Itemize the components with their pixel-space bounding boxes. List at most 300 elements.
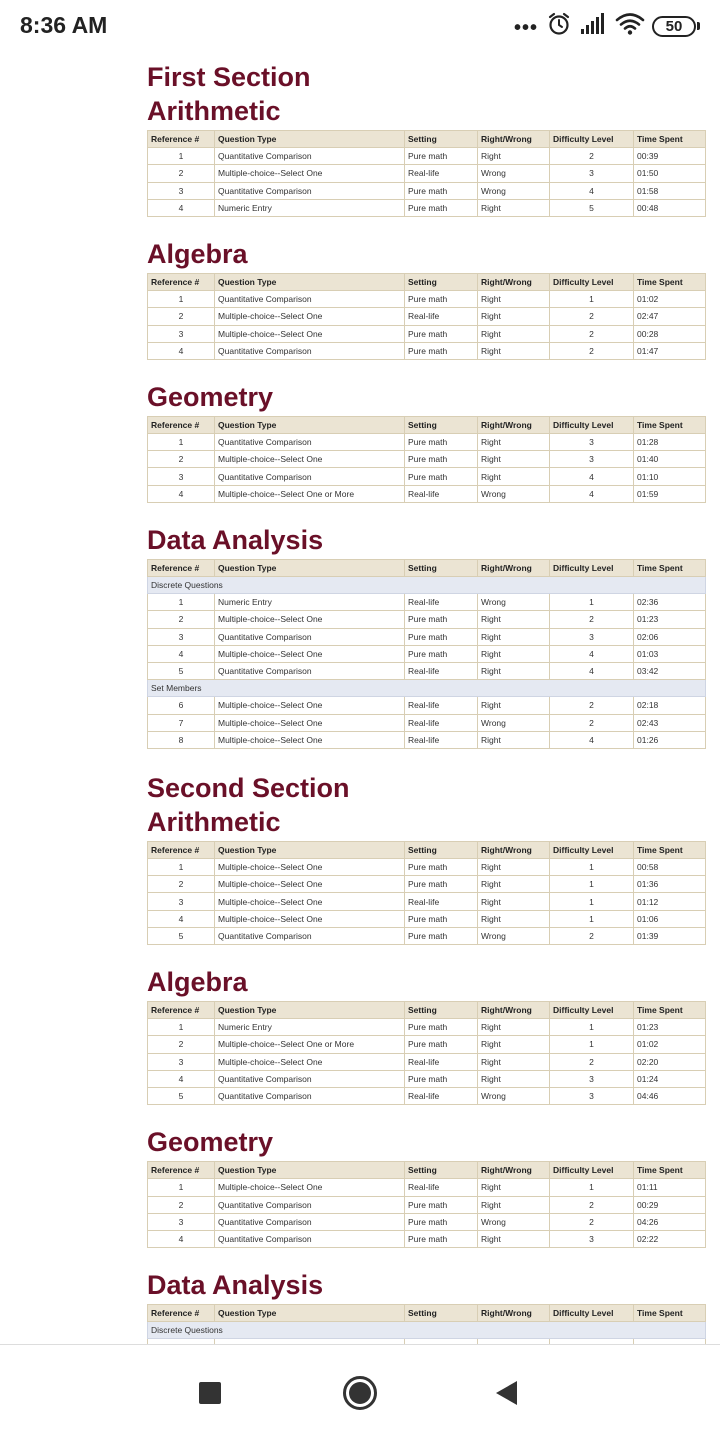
group-row xyxy=(148,1322,706,1339)
cell-ref: 3 xyxy=(148,628,215,645)
status-bar xyxy=(0,0,720,52)
cell-rw: Right xyxy=(478,1230,550,1247)
cell-type: Multiple-choice--Select One xyxy=(215,325,405,342)
battery-icon xyxy=(652,16,700,37)
cell-type: Multiple-choice--Select One xyxy=(215,611,405,628)
cell-diff: 3 xyxy=(550,1070,634,1087)
column-header: Setting xyxy=(405,131,478,148)
cell-ref: 3 xyxy=(148,325,215,342)
column-header: Reference # xyxy=(148,131,215,148)
column-header: Question Type xyxy=(215,559,405,576)
cell-type: Multiple-choice--Select One xyxy=(215,859,405,876)
cell-type: Quantitative Comparison xyxy=(215,662,405,679)
cell-time: 01:28 xyxy=(634,434,706,451)
cell-diff: 3 xyxy=(550,165,634,182)
table-row xyxy=(148,1053,706,1070)
column-header: Difficulty Level xyxy=(550,416,634,433)
cell-diff: 3 xyxy=(550,1230,634,1247)
table-header-row xyxy=(148,841,706,858)
cell-type: Multiple-choice--Select One xyxy=(215,1053,405,1070)
cell-time: 01:06 xyxy=(634,910,706,927)
cell-setting: Real-life xyxy=(405,731,478,748)
cell-rw: Right xyxy=(478,1196,550,1213)
cell-rw: Right xyxy=(478,731,550,748)
column-header: Right/Wrong xyxy=(478,1305,550,1322)
cell-ref: 4 xyxy=(148,1070,215,1087)
cell-type: Multiple-choice--Select One xyxy=(215,714,405,731)
cell-ref: 2 xyxy=(148,611,215,628)
cell-type: Multiple-choice--Select One xyxy=(215,1179,405,1196)
cell-type: Quantitative Comparison xyxy=(215,182,405,199)
cell-type: Quantitative Comparison xyxy=(215,628,405,645)
cell-diff: 1 xyxy=(550,859,634,876)
cell-ref: 8 xyxy=(148,731,215,748)
table-row xyxy=(148,1230,706,1247)
cell-setting: Pure math xyxy=(405,910,478,927)
cell-type: Multiple-choice--Select One xyxy=(215,697,405,714)
table-header-row xyxy=(148,559,706,576)
cell-setting: Real-life xyxy=(405,165,478,182)
cell-ref: 1 xyxy=(148,434,215,451)
table-row xyxy=(148,628,706,645)
table-row xyxy=(148,325,706,342)
cell-setting: Pure math xyxy=(405,148,478,165)
column-header: Question Type xyxy=(215,1002,405,1019)
cell-diff: 2 xyxy=(550,697,634,714)
cell-rw: Wrong xyxy=(478,485,550,502)
column-header: Time Spent xyxy=(634,841,706,858)
column-header: Reference # xyxy=(148,1305,215,1322)
column-header: Time Spent xyxy=(634,559,706,576)
results-table xyxy=(147,1161,706,1248)
cell-diff: 4 xyxy=(550,662,634,679)
cell-time: 00:48 xyxy=(634,199,706,216)
wifi-icon xyxy=(616,13,644,40)
results-table xyxy=(147,559,706,749)
cell-time: 01:59 xyxy=(634,485,706,502)
back-icon[interactable] xyxy=(486,1373,526,1413)
signal-icon xyxy=(580,13,608,40)
cell-rw: Right xyxy=(478,434,550,451)
section-title: Second Section xyxy=(147,772,350,803)
cell-rw: Right xyxy=(478,628,550,645)
column-header: Time Spent xyxy=(634,1002,706,1019)
cell-ref: 4 xyxy=(148,485,215,502)
column-header: Difficulty Level xyxy=(550,1305,634,1322)
table-row xyxy=(148,485,706,502)
cell-type: Quantitative Comparison xyxy=(215,434,405,451)
topic-title: Algebra xyxy=(147,967,248,997)
column-header: Reference # xyxy=(148,559,215,576)
cell-rw: Right xyxy=(478,291,550,308)
column-header: Setting xyxy=(405,1305,478,1322)
cell-time: 01:02 xyxy=(634,291,706,308)
cell-ref: 6 xyxy=(148,697,215,714)
cell-setting: Pure math xyxy=(405,1019,478,1036)
column-header: Difficulty Level xyxy=(550,273,634,290)
battery-level: 50 xyxy=(652,16,696,37)
column-header: Time Spent xyxy=(634,273,706,290)
topic-title: Geometry xyxy=(147,381,274,412)
cell-type: Numeric Entry xyxy=(215,199,405,216)
cell-rw: Right xyxy=(478,451,550,468)
cell-rw: Right xyxy=(478,325,550,342)
cell-ref: 5 xyxy=(148,662,215,679)
cell-rw: Right xyxy=(478,308,550,325)
cell-ref: 4 xyxy=(148,910,215,927)
cell-ref: 3 xyxy=(148,182,215,199)
cell-type: Quantitative Comparison xyxy=(215,1087,405,1104)
cell-diff: 2 xyxy=(550,1213,634,1230)
cell-type: Quantitative Comparison xyxy=(215,1070,405,1087)
cell-time: 01:36 xyxy=(634,876,706,893)
cell-diff: 2 xyxy=(550,308,634,325)
table-header-row xyxy=(148,131,706,148)
cell-time: 01:47 xyxy=(634,342,706,359)
table-header-row xyxy=(148,416,706,433)
topic-title: Data Analysis xyxy=(147,524,324,555)
table-row xyxy=(148,1019,706,1036)
table-row xyxy=(148,1196,706,1213)
cell-type: Multiple-choice--Select One or More xyxy=(215,485,405,502)
cell-setting: Pure math xyxy=(405,628,478,645)
cell-setting: Real-life xyxy=(405,1053,478,1070)
cell-diff: 3 xyxy=(550,1087,634,1104)
column-header: Reference # xyxy=(148,416,215,433)
cell-time: 02:18 xyxy=(634,697,706,714)
navigation-bar xyxy=(0,1344,720,1440)
column-header: Difficulty Level xyxy=(550,1162,634,1179)
column-header: Difficulty Level xyxy=(550,841,634,858)
cell-type: Multiple-choice--Select One xyxy=(215,451,405,468)
table-row xyxy=(148,714,706,731)
group-label: Discrete Questions xyxy=(148,1322,706,1339)
cell-time: 00:39 xyxy=(634,148,706,165)
column-header: Right/Wrong xyxy=(478,273,550,290)
cell-setting: Pure math xyxy=(405,1230,478,1247)
cell-ref: 1 xyxy=(148,859,215,876)
cell-setting: Pure math xyxy=(405,927,478,944)
column-header: Setting xyxy=(405,1002,478,1019)
column-header: Setting xyxy=(405,273,478,290)
topic-title: Data Analysis xyxy=(147,1270,324,1301)
cell-setting: Real-life xyxy=(405,1087,478,1104)
table-row xyxy=(148,451,706,468)
cell-ref: 2 xyxy=(148,1036,215,1053)
column-header: Right/Wrong xyxy=(478,131,550,148)
cell-ref: 4 xyxy=(148,645,215,662)
cell-rw: Right xyxy=(478,662,550,679)
table-row xyxy=(148,1179,706,1196)
cell-type: Quantitative Comparison xyxy=(215,1196,405,1213)
column-header: Time Spent xyxy=(634,416,706,433)
topic-title: Arithmetic xyxy=(147,806,281,837)
table-row xyxy=(148,697,706,714)
cell-setting: Pure math xyxy=(405,1036,478,1053)
cell-setting: Pure math xyxy=(405,199,478,216)
cell-setting: Pure math xyxy=(405,325,478,342)
cell-rw: Right xyxy=(478,1070,550,1087)
cell-ref: 2 xyxy=(148,876,215,893)
table-row xyxy=(148,645,706,662)
cell-diff: 1 xyxy=(550,594,634,611)
cell-rw: Right xyxy=(478,697,550,714)
cell-diff: 2 xyxy=(550,342,634,359)
table-header-row xyxy=(148,1162,706,1179)
cell-diff: 5 xyxy=(550,199,634,216)
cell-setting: Real-life xyxy=(405,697,478,714)
cell-time: 01:23 xyxy=(634,611,706,628)
table-row xyxy=(148,876,706,893)
cell-type: Multiple-choice--Select One xyxy=(215,893,405,910)
cell-time: 01:12 xyxy=(634,893,706,910)
results-table xyxy=(147,1001,706,1105)
cell-time: 04:46 xyxy=(634,1087,706,1104)
cell-diff: 4 xyxy=(550,485,634,502)
cell-diff: 4 xyxy=(550,645,634,662)
cell-type: Quantitative Comparison xyxy=(215,1230,405,1247)
cell-time: 03:42 xyxy=(634,662,706,679)
column-header: Question Type xyxy=(215,1305,405,1322)
column-header: Question Type xyxy=(215,273,405,290)
table-row xyxy=(148,291,706,308)
column-header: Setting xyxy=(405,841,478,858)
cell-time: 00:58 xyxy=(634,859,706,876)
cell-setting: Real-life xyxy=(405,1179,478,1196)
table-row xyxy=(148,182,706,199)
cell-ref: 4 xyxy=(148,199,215,216)
table-row xyxy=(148,308,706,325)
cell-time: 01:10 xyxy=(634,468,706,485)
cell-ref: 3 xyxy=(148,893,215,910)
cell-diff: 1 xyxy=(550,291,634,308)
table-row xyxy=(148,910,706,927)
column-header: Reference # xyxy=(148,1002,215,1019)
cell-time: 01:24 xyxy=(634,1070,706,1087)
cell-time: 01:39 xyxy=(634,927,706,944)
table-row xyxy=(148,1070,706,1087)
cell-ref: 2 xyxy=(148,308,215,325)
cell-setting: Pure math xyxy=(405,876,478,893)
cell-rw: Right xyxy=(478,645,550,662)
cell-diff: 1 xyxy=(550,1179,634,1196)
cell-setting: Real-life xyxy=(405,594,478,611)
cell-rw: Right xyxy=(478,611,550,628)
cell-ref: 7 xyxy=(148,714,215,731)
column-header: Question Type xyxy=(215,416,405,433)
cell-rw: Right xyxy=(478,148,550,165)
cell-ref: 2 xyxy=(148,451,215,468)
recent-apps-icon[interactable] xyxy=(190,1373,230,1413)
column-header: Reference # xyxy=(148,273,215,290)
cell-time: 01:58 xyxy=(634,182,706,199)
cell-rw: Right xyxy=(478,859,550,876)
cell-setting: Pure math xyxy=(405,645,478,662)
cell-time: 01:11 xyxy=(634,1179,706,1196)
cell-type: Multiple-choice--Select One xyxy=(215,910,405,927)
cell-type: Multiple-choice--Select One or More xyxy=(215,1036,405,1053)
column-header: Time Spent xyxy=(634,1305,706,1322)
cell-rw: Right xyxy=(478,910,550,927)
cell-time: 01:03 xyxy=(634,645,706,662)
column-header: Question Type xyxy=(215,841,405,858)
cell-ref: 3 xyxy=(148,1053,215,1070)
column-header: Right/Wrong xyxy=(478,416,550,433)
cell-type: Quantitative Comparison xyxy=(215,291,405,308)
cell-rw: Right xyxy=(478,893,550,910)
cell-rw: Wrong xyxy=(478,594,550,611)
cell-rw: Right xyxy=(478,1053,550,1070)
cell-diff: 1 xyxy=(550,893,634,910)
status-icons xyxy=(514,12,700,40)
column-header: Setting xyxy=(405,559,478,576)
cell-time: 01:40 xyxy=(634,451,706,468)
topic-title: Geometry xyxy=(147,1127,274,1158)
table-row xyxy=(148,342,706,359)
cell-rw: Right xyxy=(478,1036,550,1053)
report-content xyxy=(147,60,705,1344)
table-row xyxy=(148,893,706,910)
table-row xyxy=(148,199,706,216)
table-row xyxy=(148,165,706,182)
cell-ref: 1 xyxy=(148,1179,215,1196)
table-header-row xyxy=(148,1305,706,1322)
column-header: Right/Wrong xyxy=(478,841,550,858)
cell-ref: 5 xyxy=(148,927,215,944)
cell-type: Numeric Entry xyxy=(215,1019,405,1036)
cell-type: Multiple-choice--Select One xyxy=(215,165,405,182)
more-dots-icon: ••• xyxy=(513,17,538,39)
cell-setting: Pure math xyxy=(405,1196,478,1213)
cell-setting: Pure math xyxy=(405,611,478,628)
cell-setting: Real-life xyxy=(405,485,478,502)
group-row xyxy=(148,577,706,594)
cell-rw: Right xyxy=(478,342,550,359)
cell-diff: 2 xyxy=(550,1196,634,1213)
results-table xyxy=(147,273,706,360)
cell-diff: 1 xyxy=(550,1036,634,1053)
column-header: Right/Wrong xyxy=(478,1002,550,1019)
cell-ref: 1 xyxy=(148,291,215,308)
cell-type: Multiple-choice--Select One xyxy=(215,876,405,893)
cell-diff: 2 xyxy=(550,611,634,628)
column-header: Difficulty Level xyxy=(550,131,634,148)
column-header: Time Spent xyxy=(634,1162,706,1179)
cell-type: Multiple-choice--Select One xyxy=(215,308,405,325)
cell-time: 01:26 xyxy=(634,731,706,748)
cell-setting: Pure math xyxy=(405,1070,478,1087)
home-icon[interactable] xyxy=(340,1373,380,1413)
topic-title: Algebra xyxy=(147,238,248,269)
column-header: Setting xyxy=(405,416,478,433)
cell-type: Quantitative Comparison xyxy=(215,468,405,485)
cell-time: 02:36 xyxy=(634,594,706,611)
column-header: Right/Wrong xyxy=(478,559,550,576)
cell-setting: Pure math xyxy=(405,182,478,199)
column-header: Difficulty Level xyxy=(550,1002,634,1019)
cell-rw: Wrong xyxy=(478,714,550,731)
cell-diff: 4 xyxy=(550,182,634,199)
table-row xyxy=(148,662,706,679)
column-header: Question Type xyxy=(215,1162,405,1179)
column-header: Setting xyxy=(405,1162,478,1179)
cell-setting: Pure math xyxy=(405,342,478,359)
table-row xyxy=(148,594,706,611)
cell-rw: Wrong xyxy=(478,1213,550,1230)
section-title: First Section xyxy=(147,62,311,92)
cell-rw: Right xyxy=(478,199,550,216)
cell-setting: Pure math xyxy=(405,451,478,468)
column-header: Difficulty Level xyxy=(550,559,634,576)
group-row xyxy=(148,680,706,697)
cell-time: 02:20 xyxy=(634,1053,706,1070)
cell-setting: Pure math xyxy=(405,434,478,451)
cell-time: 00:29 xyxy=(634,1196,706,1213)
table-header-row xyxy=(148,1002,706,1019)
cell-type: Quantitative Comparison xyxy=(215,927,405,944)
cell-time: 02:43 xyxy=(634,714,706,731)
cell-ref: 1 xyxy=(148,594,215,611)
cell-ref: 3 xyxy=(148,468,215,485)
cell-time: 02:47 xyxy=(634,308,706,325)
cell-diff: 3 xyxy=(550,434,634,451)
cell-type: Quantitative Comparison xyxy=(215,1213,405,1230)
cell-ref: 1 xyxy=(148,148,215,165)
table-row xyxy=(148,148,706,165)
cell-diff: 2 xyxy=(550,148,634,165)
cell-diff: 1 xyxy=(550,910,634,927)
cell-diff: 1 xyxy=(550,876,634,893)
table-row xyxy=(148,859,706,876)
table-row xyxy=(148,434,706,451)
cell-setting: Real-life xyxy=(405,714,478,731)
results-table xyxy=(147,416,706,503)
cell-time: 02:22 xyxy=(634,1230,706,1247)
cell-rw: Wrong xyxy=(478,165,550,182)
alarm-icon xyxy=(546,11,572,42)
column-header: Reference # xyxy=(148,841,215,858)
column-header: Time Spent xyxy=(634,131,706,148)
cell-setting: Real-life xyxy=(405,662,478,679)
topic-title: Arithmetic xyxy=(147,96,281,126)
cell-type: Quantitative Comparison xyxy=(215,148,405,165)
cell-rw: Right xyxy=(478,1019,550,1036)
cell-diff: 2 xyxy=(550,927,634,944)
cell-time: 01:02 xyxy=(634,1036,706,1053)
cell-type: Quantitative Comparison xyxy=(215,342,405,359)
group-label: Discrete Questions xyxy=(148,577,706,594)
cell-time: 02:06 xyxy=(634,628,706,645)
cell-time: 04:26 xyxy=(634,1213,706,1230)
column-header: Reference # xyxy=(148,1162,215,1179)
cell-diff: 2 xyxy=(550,325,634,342)
cell-setting: Real-life xyxy=(405,893,478,910)
cell-ref: 4 xyxy=(148,1230,215,1247)
cell-type: Multiple-choice--Select One xyxy=(215,731,405,748)
cell-ref: 5 xyxy=(148,1087,215,1104)
cell-setting: Pure math xyxy=(405,1213,478,1230)
cell-rw: Wrong xyxy=(478,1087,550,1104)
cell-setting: Real-life xyxy=(405,308,478,325)
cell-ref: 2 xyxy=(148,165,215,182)
cell-diff: 4 xyxy=(550,731,634,748)
cell-rw: Right xyxy=(478,1179,550,1196)
cell-diff: 1 xyxy=(550,1019,634,1036)
cell-rw: Wrong xyxy=(478,182,550,199)
table-row xyxy=(148,468,706,485)
cell-diff: 4 xyxy=(550,468,634,485)
cell-setting: Pure math xyxy=(405,859,478,876)
